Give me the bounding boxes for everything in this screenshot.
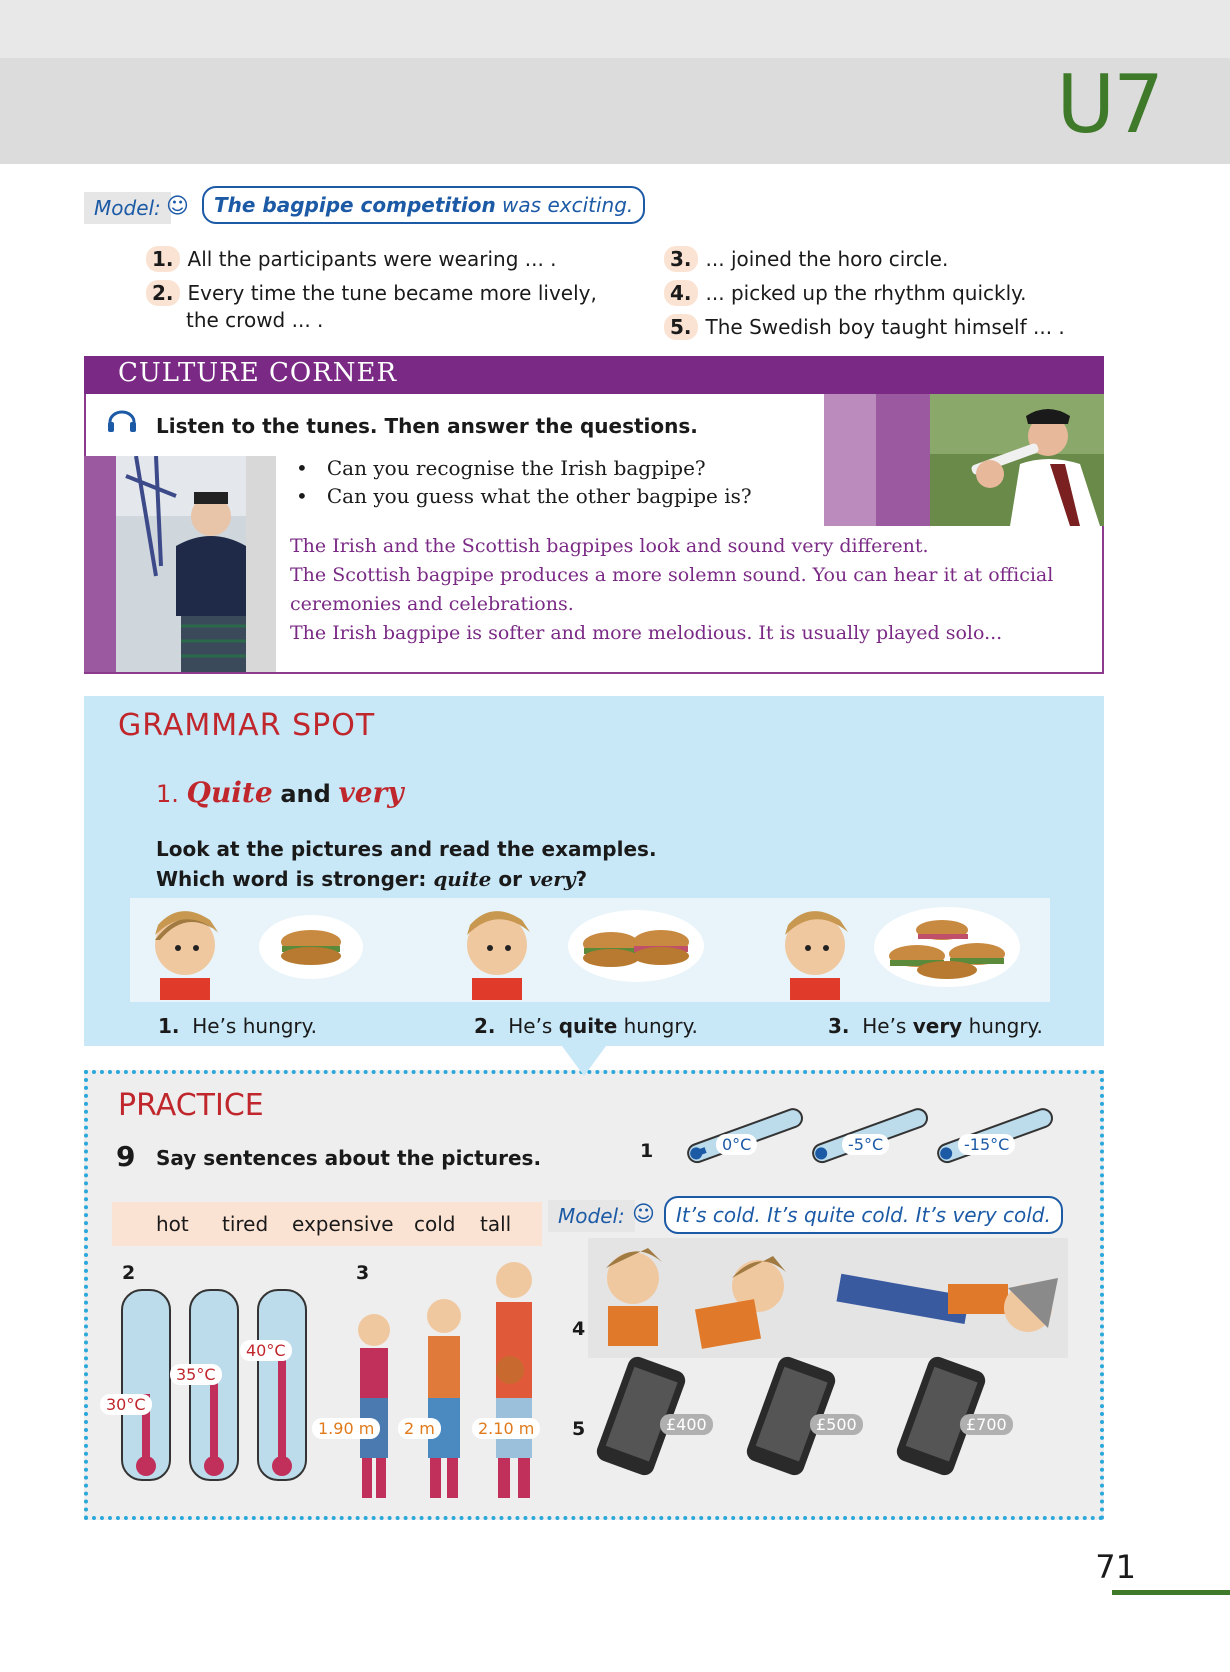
boy-illustration: [452, 900, 542, 1004]
price-label: £500: [810, 1414, 863, 1435]
header-band: [0, 58, 1230, 164]
price-label: £700: [960, 1414, 1013, 1435]
speech-bubble: It’s cold. It’s quite cold. It’s very cold.: [664, 1196, 1063, 1234]
model-example: [548, 1196, 1078, 1242]
list-item: 3. ... joined the horo circle.: [664, 246, 948, 272]
question-bullet: • Can you guess what the other bagpipe is?: [296, 484, 752, 508]
decor-block: [824, 394, 876, 526]
decor-block: [876, 394, 930, 526]
scottish-bagpiper-photo: [116, 456, 276, 672]
picture-number: 3: [356, 1262, 370, 1284]
exercise-instruction: Say sentences about the pictures.: [156, 1146, 542, 1170]
sandwich-icon: [256, 912, 366, 986]
culture-corner-title: CULTURE CORNER: [118, 358, 398, 388]
model-label: Model:: [548, 1200, 635, 1232]
word-item: tired: [222, 1212, 269, 1236]
list-item: 4. ... picked up the rhythm quickly.: [664, 280, 1026, 306]
list-item: 1. All the participants were wearing ... .: [146, 246, 557, 272]
unit-label: U7: [1056, 58, 1162, 151]
sandwiches-icon: [566, 908, 706, 988]
example-caption: 3. He’s very hungry.: [828, 1014, 1043, 1038]
word-item: expensive: [292, 1212, 394, 1236]
picture-number: 4: [572, 1318, 586, 1340]
word-box: [112, 1202, 542, 1246]
speaking-face-icon: ☺: [632, 1202, 655, 1227]
speech-bubble: The bagpipe competition was exciting.: [202, 186, 645, 224]
temperature-label: 30°C: [100, 1394, 152, 1415]
model-label: Model:: [84, 192, 171, 224]
word-item: tall: [480, 1212, 512, 1236]
thermometer-hot-icon: [118, 1284, 318, 1488]
question-bullet: • Can you recognise the Irish bagpipe?: [296, 456, 706, 480]
tall-boys-illustration: [324, 1250, 574, 1516]
boy-illustration: [140, 900, 230, 1004]
exercise-number: 9: [116, 1140, 136, 1173]
height-label: 2 m: [398, 1418, 441, 1439]
word-item: hot: [156, 1212, 189, 1236]
grammar-spot-title: GRAMMAR SPOT: [118, 708, 376, 743]
picture-number: 2: [122, 1262, 136, 1284]
grammar-subtitle: 1. Quite and very: [156, 776, 404, 809]
pointer-arrow: [562, 1046, 606, 1076]
many-sandwiches-icon: [872, 904, 1022, 994]
headphones-icon: [106, 410, 138, 438]
irish-bagpiper-photo: [930, 394, 1104, 526]
page-number: 71: [1095, 1548, 1136, 1586]
purple-stripe: [84, 456, 116, 672]
picture-number: 1: [640, 1140, 654, 1162]
phones-illustration: [596, 1356, 1016, 1480]
model-example: [84, 190, 634, 230]
price-label: £400: [660, 1414, 713, 1435]
boy-illustration: [770, 900, 860, 1004]
list-item: 5. The Swedish boy taught himself ... .: [664, 314, 1065, 340]
height-label: 2.10 m: [472, 1418, 540, 1439]
example-caption: 2. He’s quite hungry.: [474, 1014, 698, 1038]
height-label: 1.90 m: [312, 1418, 380, 1439]
grammar-instruction: Look at the pictures and read the examples. Which word is stronger: quite or very?: [156, 837, 657, 891]
word-item: cold: [414, 1212, 456, 1236]
top-band: [0, 0, 1230, 58]
temperature-label: 35°C: [170, 1364, 222, 1385]
culture-instruction: Listen to the tunes. Then answer the questions.: [156, 414, 698, 438]
tired-boy-illustration: [588, 1238, 1068, 1362]
culture-paragraph: The Irish and the Scottish bagpipes look and sound very different. The Scottish bagpipe produces a more solemn sound. You can hear it at official ceremonies and celebrations. The Irish bagpipe is softer and more melodious. It is usually played solo...: [290, 535, 1054, 644]
speaking-face-icon: ☺: [166, 194, 189, 219]
temperature-label: 40°C: [240, 1340, 292, 1361]
temperature-label: -15°C: [958, 1134, 1015, 1155]
example-caption: 1. He’s hungry.: [158, 1014, 317, 1038]
list-item: 2. Every time the tune became more lively,: [146, 280, 597, 306]
picture-number: 5: [572, 1418, 586, 1440]
list-item-continuation: the crowd ... .: [186, 308, 324, 332]
temperature-label: -5°C: [842, 1134, 889, 1155]
temperature-label: 0°C: [716, 1134, 757, 1155]
practice-title: PRACTICE: [118, 1088, 264, 1123]
page-underline: [1112, 1590, 1230, 1595]
